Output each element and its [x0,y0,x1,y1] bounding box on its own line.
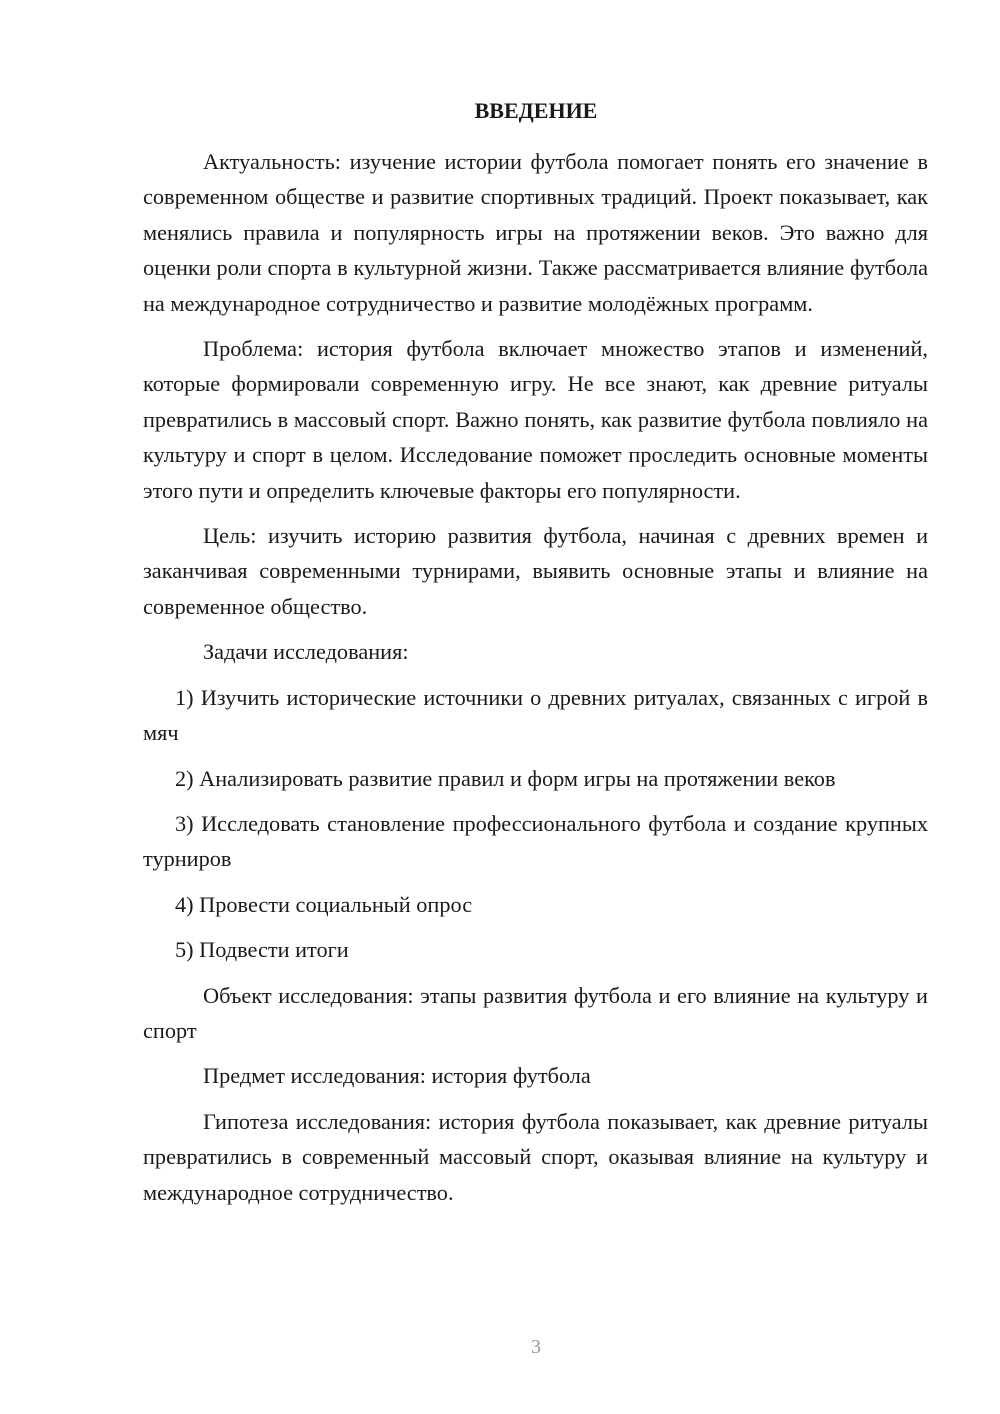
task-item-5: 5) Подвести итоги [175,937,349,963]
paragraph-problem: Проблема: история футбола включает множество этапов и изменений, которые формировали современную игру. Не все знают, как древние ритуалы превратились в массовый спорт. Важно понять, как развитие футбола повлияло на культуру и спорт в целом. Исследование поможет проследить основные моменты этого пути и определить ключевые факторы его популярности. [143,336,928,503]
paragraph-relevance: Актуальность: изучение истории футбола помогает понять его значение в современном обществе и развитие спортивных традиций. Проект показывает, как менялись правила и популярность игры на протяжении веков. Это важно для оценки роли спорта в культурной жизни. Также рассматривается влияние футбола на международное сотрудничество и развитие молодёжных программ. [143,149,928,316]
task-item-4: 4) Провести социальный опрос [175,891,473,917]
page-number: 3 [531,1336,541,1358]
paragraph-object: Объект исследования: этапы развития футбола и его влияние на культуру и спорт [143,982,928,1043]
body-text [143,144,928,1220]
paragraph-goal: Цель: изучить историю развития футбола, начиная с древних времен и заканчивая современными турнирами, выявить основные этапы и влияние на современное общество. [143,523,928,619]
task-item-1: 1) Изучить исторические источники о древних ритуалах, связанных с игрой в мяч [143,684,928,746]
paragraph-subject: Предмет исследования: история футбола [203,1063,591,1089]
task-item-2: 2) Анализировать развитие правил и форм игры на протяжении веков [175,765,836,791]
paragraph-hypothesis: Гипотеза исследования: история футбола показывает, как древние ритуалы превратились в современный массовый спорт, оказывая влияние на культуру и международное сотрудничество. [143,1108,928,1205]
paragraph-tasks-heading: Задачи исследования: [203,639,409,665]
task-item-3: 3) Исследовать становление профессионального футбола и создание крупных турниров [143,810,928,872]
section-title: ВВЕДЕНИЕ [474,98,598,123]
